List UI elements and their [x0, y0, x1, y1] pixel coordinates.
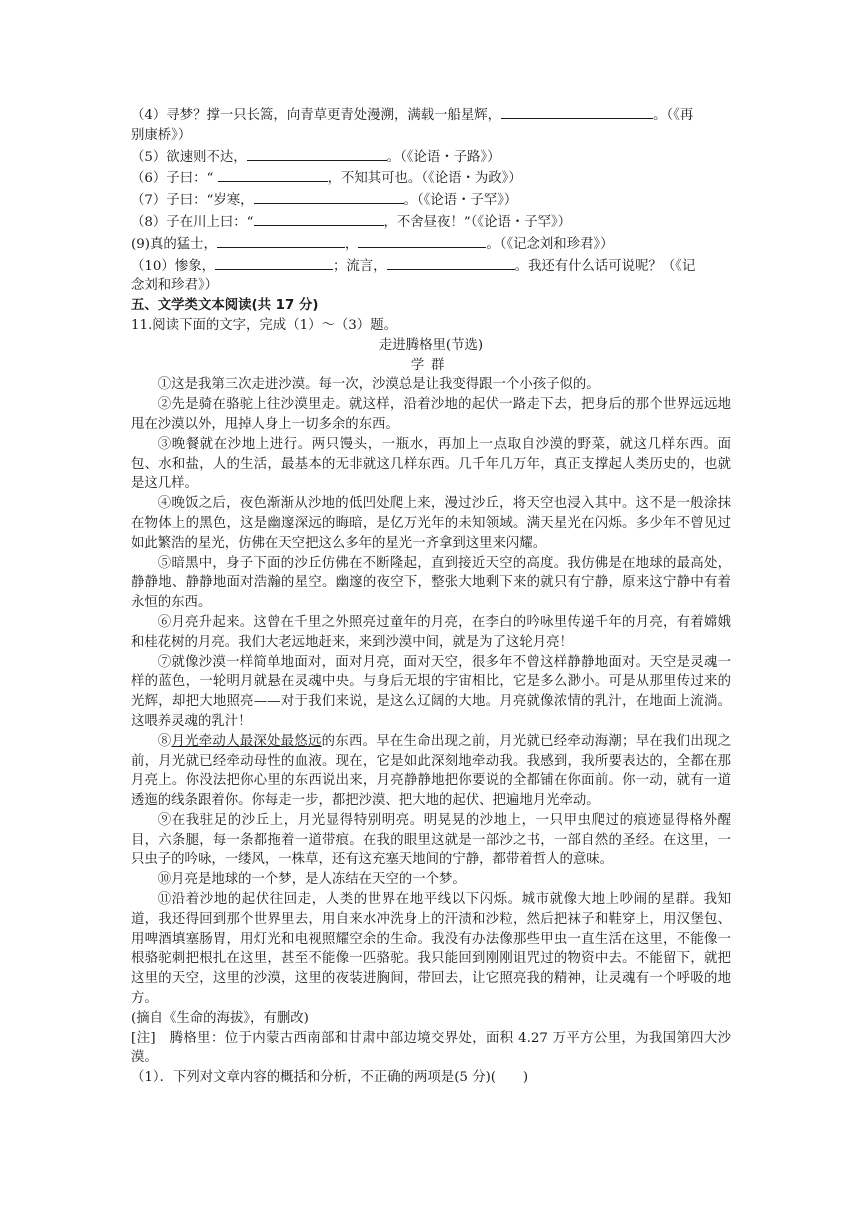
underlined-phrase: 月光牵动人最深处最悠远: [171, 733, 322, 749]
footnote: [注] 腾格里：位于内蒙古西南部和甘肃中部边境交界处，面积 4.27 万平方公里，为我国第四大沙漠。: [131, 1030, 731, 1066]
answer-blank[interactable]: [254, 211, 384, 226]
paragraph-4: ④晚饭之后，夜色渐渐从沙地的低凹处爬上来，漫过沙丘，将天空也浸入其中。这不是一般涂抹在物体上的黑色，这是幽邃深远的晦暗，是亿万光年的未知领域。满天星光在闪烁。多少年不曾见过如此繁浩的星光，仿佛在天空把这么多年的星光一齐拿到这里来闪耀。: [131, 496, 731, 551]
paragraph-11: ⑪沿着沙地的起伏往回走，人类的世界在地平线以下闪烁。城市就像大地上吵闹的星群。我知道，我还得回到那个世界里去，用自来水冲洗身上的汗渍和沙粒，然后把袜子和鞋穿上，用汉堡包、用啤酒填塞肠胃，用灯光和电视照耀空余的生命。我没有办法像那些甲虫一直生活在这里，不能像一根骆驼刺把根扎在这里，甚至不能像一匹骆驼。我只能回到刚刚诅咒过的物资中去。不能留下，就把这里的天空，这里的沙漠，这里的夜装进胸间，带回去，让它照亮我的精神，让灵魂有一个呼吸的地方。: [131, 892, 731, 1007]
question-5: （5）欲速则不达， 。（《论语・子路》）: [131, 146, 731, 168]
paragraph-9: ⑨在我驻足的沙丘上，月光显得特别明亮。明晃晃的沙地上，一只甲虫爬过的痕迹显得格外醒目，六条腿，每一条都拖着一道带痕。在我的眼里这就是一部沙之书，一部自然的圣经。在这里，一只虫子的吟咏，一缕风，一株草，还有这充塞天地间的宁静，都带着哲人的意味。: [131, 812, 731, 868]
source-citation: (摘自《生命的海拔》，有删改): [131, 1010, 309, 1026]
question-4: （4）寻梦？撑一只长篙，向青草更青处漫溯，满载一船星辉， 。（《再 别康桥》）: [131, 104, 731, 146]
paragraph-7: ⑦就像沙漠一样简单地面对，面对月亮，面对天空，很多年不曾这样静静地面对。天空是灵魂一样的蓝色，一轮明月就悬在灵魂中央。与身后无垠的宇宙相比，它是多么渺小。可是从那里传过来的光辉，却把大地照亮——对于我们来说，是这么辽阔的大地。月亮就像浓情的乳汁，在地面上流淌。这喂养灵魂的乳汁！: [131, 654, 731, 729]
paragraph-3: ③晚餐就在沙地上进行。两只馒头，一瓶水，再加上一点取自沙漠的野菜，就这几样东西。面包、水和盐，人的生活，最基本的无非就这几样东西。几千年几万年，真正支撑起人类历史的，也就是这几样。: [131, 436, 731, 492]
article-title: 走进腾格里(节选): [378, 337, 484, 353]
paragraph-5: ⑤暗黑中，身子下面的沙丘仿佛在不断隆起，直到接近天空的高度。我仿佛是在地球的最高处，静静地、静静地面对浩瀚的星空。幽邃的夜空下，整张大地剩下来的就只有宁静，原来这宁静中有着永恒的东西。: [131, 555, 731, 611]
paragraph-2: ②先是骑在骆驼上往沙漠里走。就这样，沿着沙地的起伏一路走下去，把身后的那个世界远远地甩在沙漠以外，甩掉人身上一切多余的东西。: [131, 397, 731, 432]
question-intro: 11.阅读下面的文字，完成（1）～（3）题。: [131, 317, 397, 333]
answer-blank[interactable]: [387, 255, 515, 270]
article-author: 学群: [410, 357, 452, 373]
question-8: （8）子在川上曰：“ ，不舍昼夜！”（《论语・子罕》）: [131, 211, 731, 233]
paragraph-8: ⑧月光牵动人最深处最悠远的东西。早在生命出现之前，月光就已经牵动海潮；早在我们出现之前，月光就已经牵动母性的血液。现在，它是如此深刻地牵动我。我感到，我所要表达的，全都在那月亮上。你没法把你心里的东西说出来，月亮静静地把你要说的全都铺在你面前。你一动，就有一道透迤的线条跟着你。你每走一步，都把沙漠、把大地的起伏、把遍地月光牵动。: [131, 733, 732, 809]
paragraph-1: ①这是我第三次走进沙漠。每一次，沙漠总是让我变得跟一个小孩子似的。: [157, 377, 600, 393]
answer-blank[interactable]: [218, 167, 328, 182]
question-10: （10）惨象， ；流言， 。我还有什么话可说呢？（《记 念刘和珍君》）: [131, 255, 731, 297]
question-6: （6）子曰：“ ，不知其可也。（《论语・为政》）: [131, 167, 731, 189]
paragraph-6: ⑥月亮升起来。这曾在千里之外照亮过童年的月亮，在李白的吟咏里传递千年的月亮，有着嫦娥和桂花树的月亮。我们大老远地赶来，来到沙漠中间，就是为了这轮月亮！: [131, 614, 731, 650]
question-1: （1）．下列对文章内容的概括和分析，不正确的两项是(5 分)( ): [131, 1070, 529, 1086]
document-page: [131, 104, 731, 1088]
answer-blank[interactable]: [217, 233, 345, 248]
answer-blank[interactable]: [358, 233, 486, 248]
answer-blank[interactable]: [254, 189, 404, 204]
answer-blank[interactable]: [501, 104, 653, 119]
question-7: （7）子曰：“岁寒， 。（《论语・子罕》）: [131, 189, 731, 211]
section-heading: 五、文学类文本阅读(共 17 分): [131, 298, 319, 314]
answer-blank[interactable]: [247, 146, 387, 161]
question-9: (9)真的猛士， ， 。（《记念刘和珍君》）: [131, 233, 731, 255]
paragraph-10: ⑩月亮是地球的一个梦，是人冻结在天空的一个梦。: [157, 872, 466, 888]
answer-blank[interactable]: [215, 255, 333, 270]
